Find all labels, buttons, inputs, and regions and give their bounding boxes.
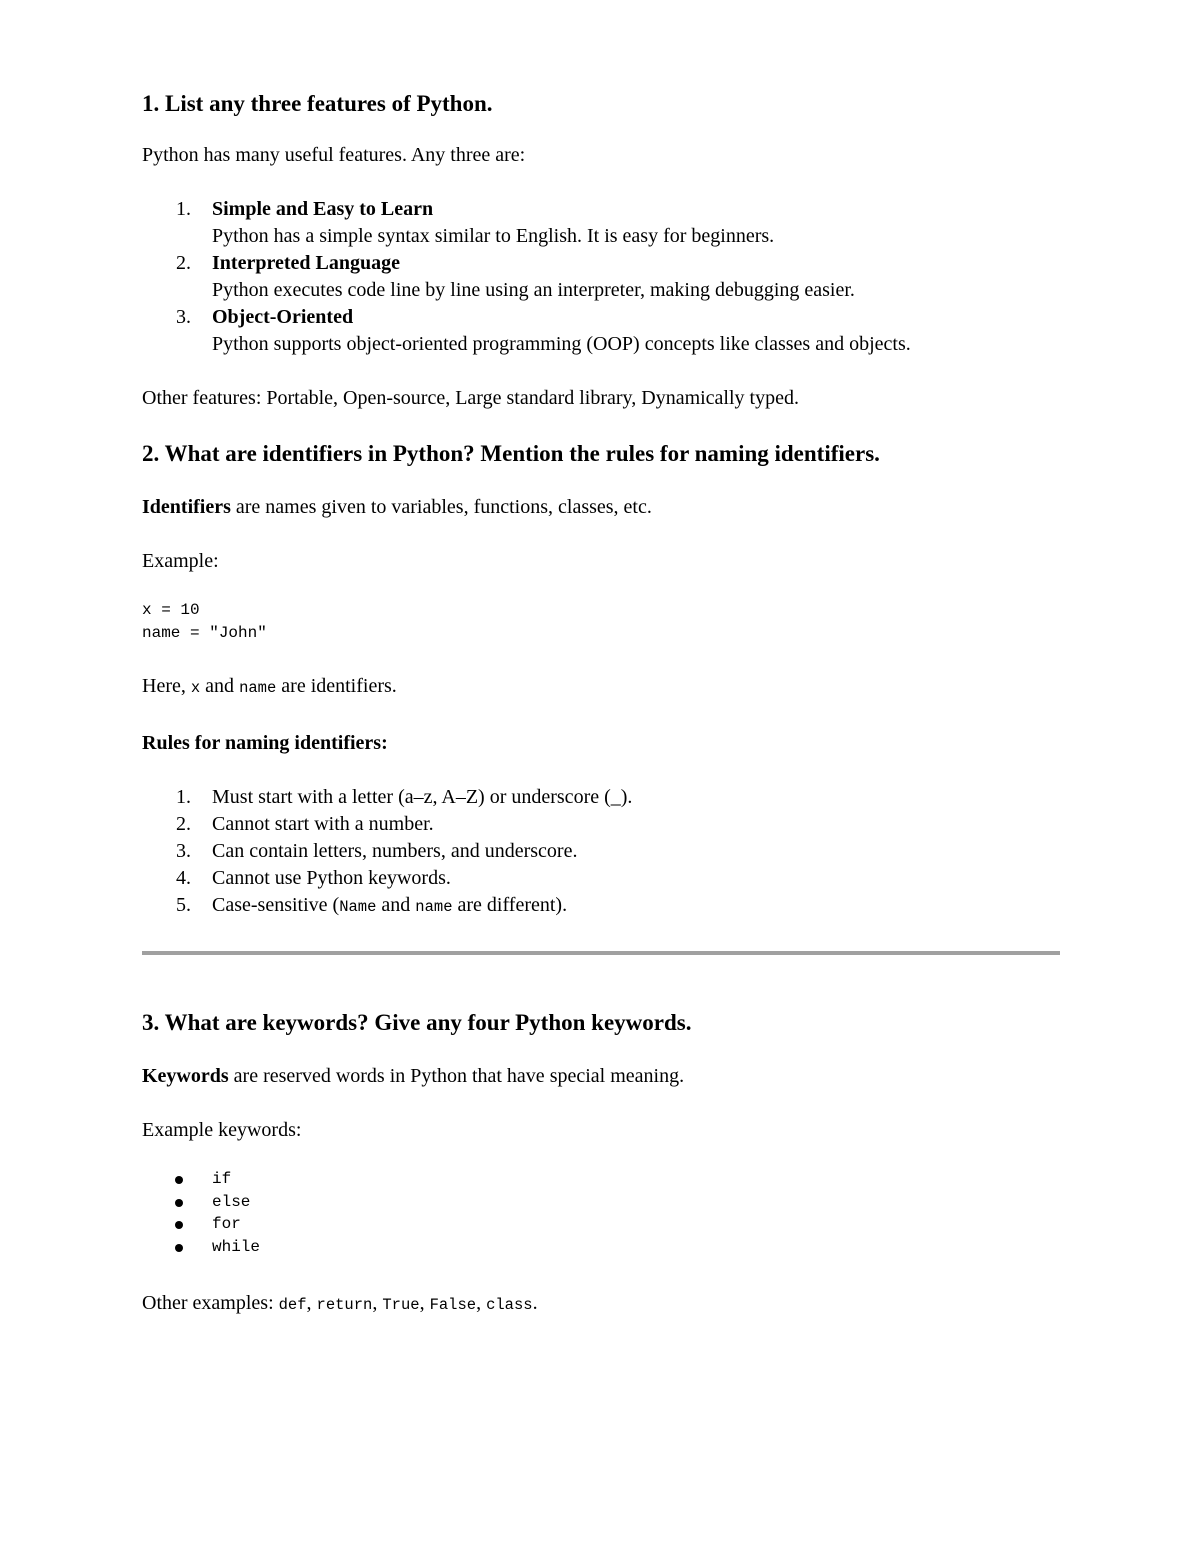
q1-other-features: Other features: Portable, Open-source, Large standard library, Dynamically typed.: [142, 387, 799, 409]
q1-feature-list: [142, 196, 1060, 358]
list-item: [142, 865, 1060, 892]
list-item: [142, 304, 1060, 358]
list-number: 1.: [176, 786, 191, 808]
q1-intro: Python has many useful features. Any three are:: [142, 144, 526, 166]
list-number: 5.: [176, 894, 191, 916]
inline-code: True: [382, 1296, 420, 1314]
q2-heading: 2. What are identifiers in Python? Mention the rules for naming identifiers.: [142, 441, 880, 466]
rules-list: [142, 784, 1060, 921]
list-item: [142, 892, 1060, 921]
term-identifiers: Identifiers: [142, 496, 231, 518]
list-item: [142, 838, 1060, 865]
list-number: 4.: [176, 867, 191, 889]
text-fragment: and: [376, 894, 416, 916]
list-item: [142, 1191, 1060, 1214]
separator: ,: [419, 1292, 430, 1314]
inline-code: class: [486, 1296, 533, 1314]
bullet-icon: [175, 1244, 183, 1252]
keyword: if: [212, 1170, 232, 1188]
feature-description: Python has a simple syntax similar to English. It is easy for beginners.: [212, 225, 775, 247]
list-number: 3.: [176, 840, 191, 862]
inline-code: False: [429, 1296, 477, 1314]
separator: ,: [372, 1292, 383, 1314]
keyword: for: [212, 1215, 241, 1233]
definition-text: are reserved words in Python that have special meaning.: [228, 1065, 685, 1087]
separator: ,: [476, 1292, 487, 1314]
inline-code: Name: [339, 898, 377, 916]
list-item: [142, 1236, 1060, 1259]
q2-example-label: Example:: [142, 550, 219, 572]
rule-text: Cannot start with a number.: [212, 813, 434, 835]
q2-definition: [142, 494, 1060, 521]
q1-heading: 1. List any three features of Python.: [142, 91, 493, 116]
q3-other-examples: [142, 1290, 1060, 1319]
separator: ,: [306, 1292, 317, 1314]
rule-text: Cannot use Python keywords.: [212, 867, 451, 889]
list-number: 1.: [176, 198, 191, 220]
q3-example-label: Example keywords:: [142, 1119, 302, 1141]
list-number: 2.: [176, 252, 191, 274]
list-number: 3.: [176, 306, 191, 328]
code-line: x = 10: [142, 601, 200, 619]
text-fragment: Here,: [142, 675, 191, 697]
text-fragment: are identifiers.: [276, 675, 397, 697]
keyword-list: [142, 1168, 1060, 1258]
bullet-icon: [175, 1176, 183, 1184]
text-fragment: are different).: [452, 894, 568, 916]
text-fragment: and: [200, 675, 240, 697]
inline-code: name: [415, 898, 453, 916]
bullet-icon: [175, 1221, 183, 1229]
q2-here-sentence: [142, 673, 1060, 702]
keyword: while: [212, 1237, 261, 1256]
bullet-icon: [175, 1199, 183, 1207]
text-fragment: Other examples:: [142, 1292, 279, 1314]
rules-heading: Rules for naming identifiers:: [142, 732, 388, 754]
inline-code: x: [190, 679, 201, 697]
rule-text: Can contain letters, numbers, and underscore.: [212, 840, 578, 862]
feature-title: Simple and Easy to Learn: [212, 198, 434, 220]
feature-description: Python executes code line by line using an interpreter, making debugging easier.: [212, 279, 855, 301]
inline-code: def: [278, 1296, 307, 1314]
text-fragment: Case-sensitive (: [212, 894, 340, 916]
definition-text: are names given to variables, functions, classes, etc.: [230, 496, 652, 518]
code-line: name = "John": [142, 623, 267, 642]
list-item: [142, 1168, 1060, 1191]
feature-title: Interpreted Language: [212, 252, 400, 274]
document-page: [142, 88, 1060, 1319]
term-keywords: Keywords: [142, 1065, 229, 1087]
list-item: [142, 811, 1060, 838]
feature-title: Object-Oriented: [212, 306, 354, 328]
rule-text: Must start with a letter (a–z, A–Z) or underscore (_).: [212, 786, 633, 808]
list-number: 2.: [176, 813, 191, 835]
list-item: [142, 250, 1060, 304]
list-item: [142, 1213, 1060, 1236]
inline-code: return: [316, 1296, 373, 1314]
q3-heading: 3. What are keywords? Give any four Python keywords.: [142, 1010, 692, 1035]
text-fragment: .: [532, 1292, 538, 1314]
inline-code: name: [239, 679, 277, 697]
q3-definition: [142, 1063, 1060, 1090]
horizontal-divider: [142, 951, 1060, 955]
list-item: [142, 196, 1060, 250]
feature-description: Python supports object-oriented programming (OOP) concepts like classes and objects.: [212, 333, 911, 355]
keyword: else: [212, 1192, 251, 1211]
code-block: [142, 599, 1060, 644]
list-item: [142, 784, 1060, 811]
